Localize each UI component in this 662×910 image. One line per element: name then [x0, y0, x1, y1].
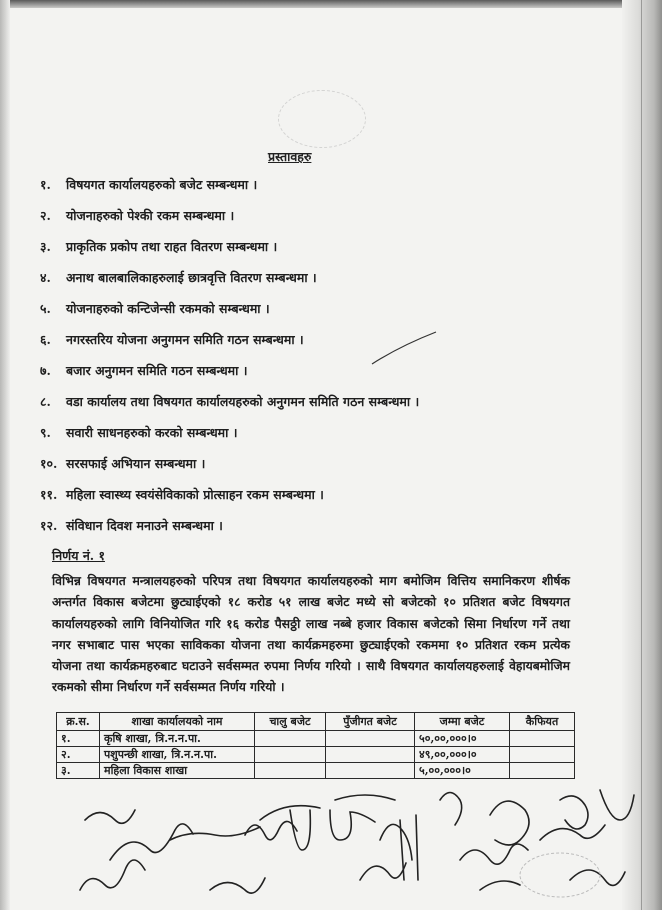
proposal-number: ७. — [40, 363, 51, 378]
col-header-capital-budget: पुँजीगत बजेट — [326, 713, 415, 731]
proposal-text: अनाथ बालबालिकाहरुलाई छात्रवृत्ति वितरण सम्बन्धमा । — [66, 270, 317, 285]
decision-body: विभिन्न विषयगत मन्त्रालयहरुको परिपत्र तथा विषयगत कार्यालयहरुको माग बमोजिम वित्तिय समानिकरण शीर्षक अन्तर्गत विकास बजेटमा छुट्याईएको १८ करोड ५१ लाख बजेट मध्ये सो बजेटको १० प्रतिशत बजेट विषयगत कार्यालयहरुको लागि विनियोजित गरि १६ करोड पैसठ्ठी लाख नब्बे हजार विकास बजेटको सिमा निर्धारण गर्ने तथा नगर सभाबाट पास भएका साविकका योजना तथा कार्यक्रमहरुमा छुट्याईएको रकममा १० प्रतिशत रकम प्रत्येक योजना तथा कार्यक्रमहरुबाट घटाउने सर्वसम्मत रुपमा निर्णय गरियो । साथै विषयगत कार्यालयहरुलाई वेहायबमोजिम रकमको सीमा निर्धारण गर्ने सर्वसम्मत निर्णय गरियो । — [52, 573, 570, 695]
proposal-item — [40, 300, 580, 331]
cell-current — [255, 731, 326, 747]
cell-remarks — [510, 763, 575, 779]
proposal-text: विषयगत कार्यालयहरुको बजेट सम्बन्धमा । — [66, 177, 258, 192]
cell-total: ४९,००,०००।० — [415, 747, 510, 763]
col-header-current-budget: चालु बजेट — [255, 713, 326, 731]
proposal-item — [40, 424, 580, 455]
proposal-number: ४. — [40, 270, 51, 285]
proposals-list — [40, 176, 580, 548]
proposal-item — [40, 517, 580, 548]
proposal-number: १०. — [40, 456, 58, 471]
cell-current — [255, 747, 326, 763]
cell-sn: २. — [57, 747, 100, 763]
cell-office: महिला विकास शाखा — [100, 763, 255, 779]
cell-office: पशुपन्छी शाखा, त्रि.न.न.पा. — [100, 747, 255, 763]
proposal-text: योजनाहरुको कन्टिजेन्सी रकमको सम्बन्धमा । — [66, 301, 270, 316]
proposal-number: ५. — [40, 301, 51, 316]
proposal-item — [40, 238, 580, 269]
proposal-text: वडा कार्यालय तथा विषयगत कार्यालयहरुको अनुगमन समिति गठन सम्बन्धमा । — [66, 394, 420, 409]
proposal-text: सवारी साधनहरुको करको सम्बन्धमा । — [66, 425, 238, 440]
col-header-sn: क्र.स. — [57, 713, 100, 731]
pen-stroke — [370, 330, 440, 366]
proposal-number: १. — [40, 177, 51, 192]
cell-sn: १. — [57, 731, 100, 747]
proposals-heading: प्रस्तावहरु — [268, 149, 312, 164]
col-header-office: शाखा कार्यालयको नाम — [100, 713, 255, 731]
proposal-item — [40, 207, 580, 238]
cell-capital — [326, 731, 415, 747]
proposal-number: ६. — [40, 332, 51, 347]
scan-shadow-left — [0, 0, 10, 910]
proposal-item — [40, 393, 580, 424]
cell-remarks — [510, 747, 575, 763]
cell-current — [255, 763, 326, 779]
cell-sn: ३. — [57, 763, 100, 779]
scan-shadow-right — [622, 0, 662, 910]
proposal-item — [40, 362, 580, 393]
table-header-row — [57, 713, 575, 731]
cell-total: ५,००,०००।० — [415, 763, 510, 779]
proposal-text: बजार अनुगमन समिति गठन सम्बन्धमा । — [66, 363, 248, 378]
cell-remarks — [510, 731, 575, 747]
scan-shadow-top — [0, 0, 662, 8]
proposal-item — [40, 176, 580, 207]
proposal-number: ८. — [40, 394, 51, 409]
decision-title: निर्णय नं. १ — [52, 548, 105, 563]
table-row — [57, 747, 575, 763]
proposal-text: संविधान दिवश मनाउने सम्बन्धमा । — [66, 518, 223, 533]
proposal-text: प्राकृतिक प्रकोप तथा राहत वितरण सम्बन्धमा । — [66, 239, 278, 254]
cell-total: ५०,००,०००।० — [415, 731, 510, 747]
proposal-text: नगरस्तरिय योजना अनुगमन समिति गठन सम्बन्धमा । — [66, 332, 304, 347]
cell-capital — [326, 747, 415, 763]
cell-capital — [326, 763, 415, 779]
col-header-total-budget: जम्मा बजेट — [415, 713, 510, 731]
col-header-remarks: कैफियत — [510, 713, 575, 731]
proposal-text: महिला स्वास्थ्य स्वयंसेविकाको प्रोत्साहन रकम सम्बन्धमा । — [66, 487, 324, 502]
proposal-number: २. — [40, 208, 51, 223]
proposal-number: ९. — [40, 425, 51, 440]
page-fold-line — [641, 0, 642, 910]
proposal-item — [40, 331, 580, 362]
proposal-item — [40, 269, 580, 300]
proposal-item — [40, 455, 580, 486]
proposal-number: १२. — [40, 518, 58, 533]
proposal-item — [40, 486, 580, 517]
table-row — [57, 731, 575, 747]
proposal-number: ३. — [40, 239, 51, 254]
proposal-text: योजनाहरुको पेश्की रकम सम्बन्धमा । — [66, 208, 235, 223]
office-stamp — [278, 90, 366, 148]
cell-office: कृषि शाखा, त्रि.न.न.पा. — [100, 731, 255, 747]
proposal-text: सरसफाई अभियान सम्बन्धमा । — [66, 456, 206, 471]
table-row — [57, 763, 575, 779]
budget-table — [56, 712, 575, 779]
handwritten-signatures — [60, 780, 660, 910]
proposal-number: ११. — [40, 487, 58, 502]
